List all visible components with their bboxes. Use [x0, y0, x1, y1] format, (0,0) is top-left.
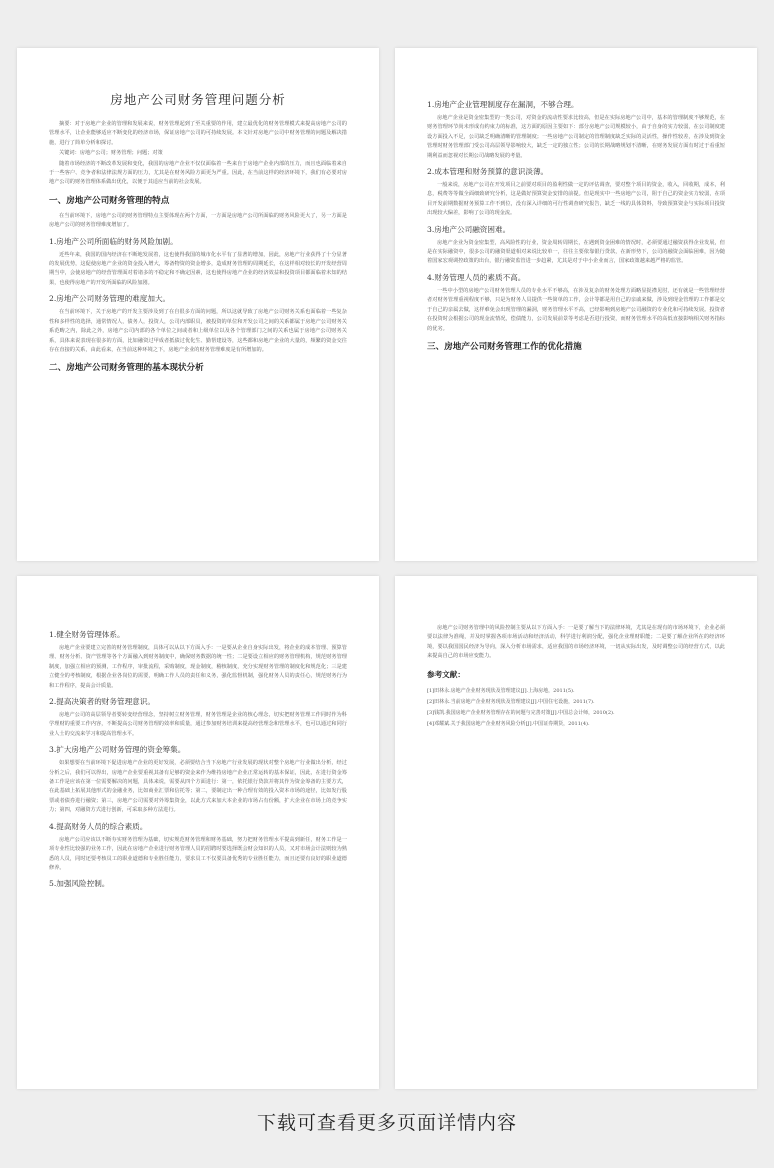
- subsection-heading: 4.提高财务人员的综合素质。: [49, 821, 148, 831]
- document-page-3: [17, 576, 379, 1089]
- reference-item: [2]田林永.当前房地产企业财务现状及管理建议[J].中国住宅设施，2011(7).: [427, 698, 595, 705]
- subsection-heading: 3.房地产公司融资困难。: [427, 224, 511, 234]
- paragraph: 房地产企业要建立完善的财务管理制度，具体可以从以下方面入手：一是要从企业自身实际出发，将企业的成本管理、预算管理、财务分析、资产管理等各个方面融入到财务制度中，确保财务数据的统一性；二是要设立相应的财务管理机构，规范财务管理制度，加强立相应的预测，工作程序，审批流程，采购制度，现金制度，稽核制度，充分实现财务管理的制度化和规范化；三是建立健全的考核制度，根据企业各岗位的需要，明确工作人员的责任和义务，强化监督机制，强化财务人员的责任心，规范财务行为和工作程序，提高会计质量。: [49, 645, 347, 689]
- paragraph: 房地产企业为资金密集型，高风险性的行业，资金周转周期长，在遇到资金困难的情况时，必须要通过融资获得企业发展，但是在实际融资中，很多公司的融资渠道相对来说比较单一，往往主要依靠银行贷款，在新形势下，公司的融资会面临困难，因为随着国家宏观调控政策的出台，银行融资监管进一步趋紧，尤其是对于中小企业而言，国家政策越来越严格的监管。: [427, 239, 725, 265]
- paragraph: 一些中小型的房地产公司财务管理人员的专业水平不够高，在涉及复杂的财务处理方面略显捉襟见肘，还有就是一些管理经营者对财务管理重视程度不够，只是为财务人员提供一些简单的工作，会计等都是用自己的亲戚来做，涉及到现金管理的工作都是交于自己的亲属去做，这样难免会出现管理的漏洞，财务管理水平不高，已经影响到房地产公司融资的专业化和可持续发展。投资者在投资时会根据公司的现金流情况，偿债能力，公司发展前景等考虑是否进行投资，而财务管理水平的高低直接影响相关财务指标的优劣。: [427, 287, 725, 332]
- subsection-heading: 2.成本管理和财务预算的意识淡薄。: [427, 167, 549, 177]
- paragraph: 近些年来，我国的国内经济在不断地发展着，这也使得我国的城市化水平有了显著的增加，因此，房地产行业获得了十分显著的发展优势，这促使房地产企业的资金投入增大，筹备物资的资金增多，造成财务管理的周期延长，在这样相对较长的开发经营周期当中，会使房地产的经营管理面对着诸多的不稳定和不确定因素，这也使得房地产企业的经济效益和投资项目都面临着未知的结果，也使得房地产的开发所面临的风险加剧。: [49, 251, 347, 286]
- paragraph: 如果想要在当前环境下促进房地产企业的更好发展，必须要结合当下房地产行业发展的现状对整个房地产行业做出分析，经过分析之后，我们可以得出，房地产企业要重视其备有足够的资金来作为维持房地产企业正常运转的基本保证，因此，在进行资金筹备工作是应该在第一位需要解决的问题，具体来说，需要从四个方面进行：第一，依托银行贷款并将其作为资金筹备的主要方式，在此基础上拓展其他形式的金融业务，比如商业汇票和信托等；第二，要制定出一种合理有效的投入资本市场的途径，比如发行股票或者债券进行融资；第三，房地产公司需要对外筹集资金，以此方式来加大本企业的市场占有份额，扩大企业在市场上的竞争实力；第四，对融资方式进行创新，可采取多种方法进行。: [49, 760, 347, 814]
- paragraph: 随着市场经济的不断改革发展和变化，我国的房地产企业不仅仅面临着一些来自于房地产企业内部的压力，而且也面临着来自于一些客户、竞争者和法律法规方面的压力，尤其是在财务风险方面更为严重。因此，在当前这样的经济环境下，我们有必要对房地产公司的财务管理体系做出优化，以便于其适应当前的社会发展。: [49, 160, 347, 186]
- reference-item: [3]钱凯.我国房地产企业财务管理存在的问题与完善对策[J].中国总会计师，2010(2).: [427, 709, 615, 716]
- subsection-heading: 1.健全财务管理体系。: [49, 630, 125, 639]
- references-heading: 参考文献：: [427, 669, 465, 679]
- document-page-2: [395, 48, 757, 561]
- download-more-prompt[interactable]: 下载可查看更多页面详情内容: [256, 1112, 517, 1134]
- paragraph: 房地产公司的高层领导者要转变经营理念，坚持树立财务管理，财务管理是企业的核心理念，切实把财务管理工作同时作为科学理财的重要工作内容，不断提高公司财务管理的效率和质量，通过参加财务培训来提高经营理念和管理水平，也可以通过和同行业人士的交流来学习和提高管理水平。: [49, 712, 347, 737]
- subsection-heading: 4.财务管理人员的素质不高。: [427, 272, 526, 282]
- subsection-heading: 2.房地产公司财务管理的难度加大。: [49, 294, 171, 304]
- subsection-heading: 5.加强风险控制。: [49, 879, 110, 889]
- section-heading: 一、房地产公司财务管理的特点: [49, 195, 170, 206]
- reference-item: [1]田林永.房地产企业财务现状及管理建议[J].上海房地，2011(5).: [427, 687, 575, 694]
- document-title: 房地产公司财务管理问题分析: [110, 92, 286, 107]
- paragraph: 一般来说，房地产公司在开发项目之前要对项目的盈利性做一定的评估调查，要对整个项目的资金，收入，回收期，成本，利息，税费等等做全面细致研究分析，这是做好预算资金安排的前提。但是现实中一些房地产公司，阻于自己的资金实力较弱，在项目开发前期数据财务预算工作不到位，没有深入详细的可行性调查研究报告，缺乏一线的具体资料，导致预算资金与实际项目投资出现较大偏差，影响了公司的现金流。: [427, 182, 725, 217]
- section-heading: 三、房地产公司财务管理工作的优化措施: [427, 341, 582, 352]
- document-page-4: [395, 576, 757, 1089]
- paragraph: 在当前环境下，房地产公司的财务管理特点主要体现在两个方面，一方面是房地产公司所面临的财务风险更大了，另一方面是房地产公司的财务管理难度增加了。: [49, 212, 347, 229]
- paragraph: 关键词：房地产公司；财务管理；问题；对策: [59, 150, 163, 157]
- paragraph: 房地产公司财务管理中的风险控制主要从以下方面入手：一是要了解当下的法律环境，尤其是在现有的市场环境下，企业必须要以法律为准绳，并及时掌握各项市场活动和经济活动，科学进行利润分配，强化企业理财职能；二是要了解企业所在的经济环境，要以我国国民经济为导向，深入分析市场需求，适应我国的市场经济环境，一切从实际出发，及时调整公司的经营方式，以此来提高自己的市场应变能力。: [427, 625, 725, 660]
- subsection-heading: 1.房地产企业管理制度存在漏洞，不够合理。: [427, 100, 579, 109]
- paragraph: 房地产企业是资金密集型的一类公司，对资金的流动性要求比较高，但是在实际房地产公司中，基本的管理制度不够规范，在财务管理环节尚未形成有约束力的标准，这方面的原因主要如下：部分房地产公司规模较小，由于自身的实力较弱，在公司制度建设方面投入不足，公司缺乏明确清晰的管理制度；一些房地产公司制定的管理制度缺乏实际的灵活性，操作性较差，在涉及到资金管理时财务管理部门受公司高层领导影响较大，缺乏一定的独立性；公司的长期战略规划不清晰，在财务发展方面有时过于看重短期利益而忽视对长期公司战略发展的考量。: [427, 115, 725, 159]
- reference-item: [4]邓耀斌.关于我国房地产企业财务风险分析[J].中国证券期货，2011(4).: [427, 720, 590, 727]
- paragraph: 在当前环境下，关于房地产的开发主要涉及到了在自很多方面的问题，所以这就导致了房地产公司财务关系也面临着一些复杂性和多样性的选择，通常情况人，债务人，投资人，公司内部职员，被投资的单位和开发公司之间的关系都属于房地产公司财务关系范畴之内，除此之外，房地产公司内部的各个单位之间或者和上级单位以及各个管理部门之间的关系也属于房地产公司财务关系，具体来说表现在很多的方面，比如融资过甲成者抵债过优化生、勤帮建设等，这些都和房地产企业的大量的，频繁的资金交往存在直接的关系，由此看来，在当前这种环境之下，房地产企业的财务管理难度是有所增加的。: [49, 309, 347, 353]
- paragraph: 摘要：对于房地产企业的管理和发展来说，财务管理起到了至关重要的作用，建立最优化的财务管理模式来提高房地产公司的管理水平，让企业能够适应不断变化的经济市场，保证房地产公司的可持续发展。本文针对房地产公司中财务管理的问题及解决措施，进行了简单分析和探讨。: [49, 121, 347, 146]
- subsection-heading: 2.提高决策者的财务管理意识。: [49, 697, 155, 707]
- subsection-heading: 3.扩大房地产公司财务管理的资金筹集。: [49, 745, 186, 755]
- section-heading: 二、房地产公司财务管理的基本现状分析: [49, 363, 204, 374]
- subsection-heading: 1.房地产公司所面临的财务风险加剧。: [49, 236, 178, 246]
- document-page-1: [17, 48, 379, 561]
- paragraph: 房地产公司应该以不断夯实财务管理为基础，切实规范财务管理和财务基础，努力把财务管理水平提高到新任，财务工作是一项专业性比较强的业务工作，因此在房地产企业进行财务管理人员的招聘时要选择既会财会知识的人员，又对市场会计法则较为熟悉的人员，同时还要考核员工的职业道德和专业胜任能力，要求员工不仅要具备优秀的专业胜任能力，而且还要有良好的职业道德修养。: [49, 836, 347, 871]
